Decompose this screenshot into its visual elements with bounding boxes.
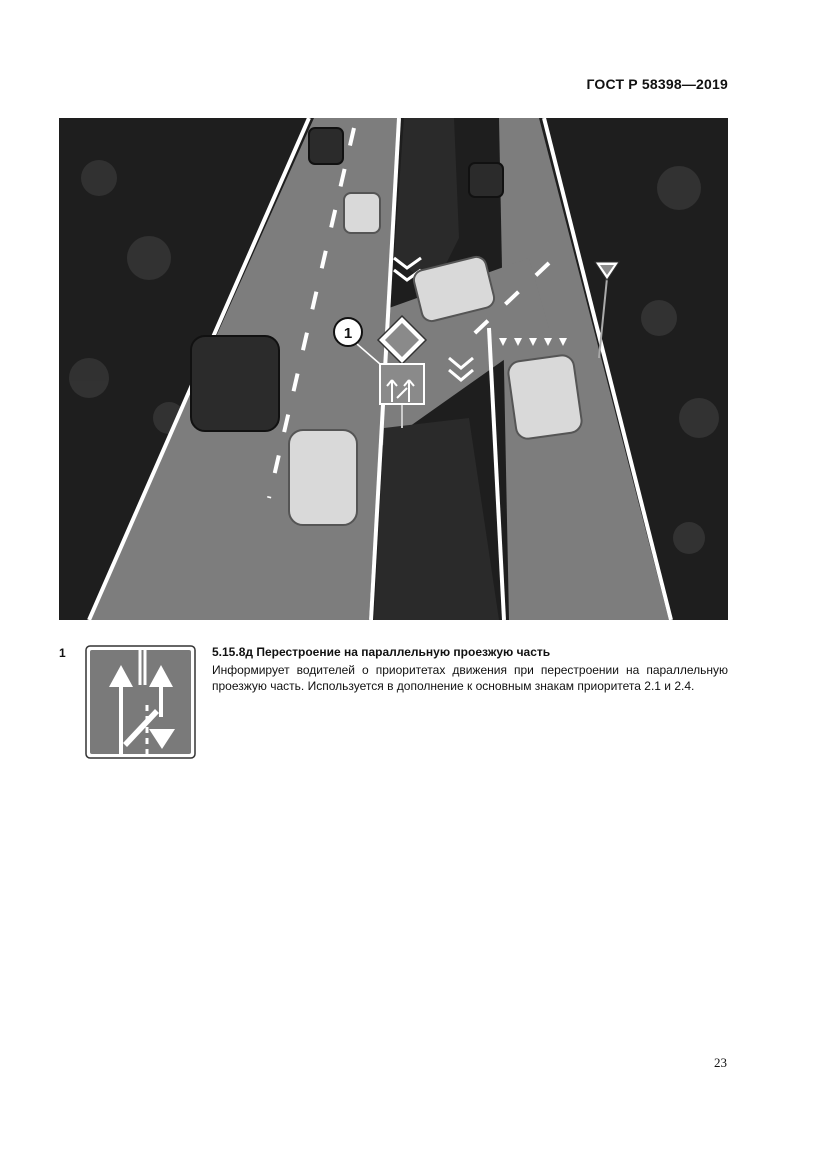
page-number: 23 <box>714 1055 727 1070</box>
entry-description <box>212 644 728 694</box>
entry-number: 1 <box>59 646 66 660</box>
callout-number: 1 <box>343 325 353 342</box>
entry-text: Информирует водителей о приоритетах движения при перестроении на параллельную проезжую часть. Используется в дополнение к основным знакам приоритета 2.1 и 2.4. <box>212 663 728 693</box>
lane-change-sign <box>380 364 424 404</box>
road-illustration <box>59 118 728 620</box>
sign-5-15-8d-icon <box>85 645 196 759</box>
document-header: ГОСТ Р 58398—2019 <box>586 76 728 92</box>
entry-title: 5.15.8д Перестроение на параллельную проезжую часть <box>212 645 551 659</box>
